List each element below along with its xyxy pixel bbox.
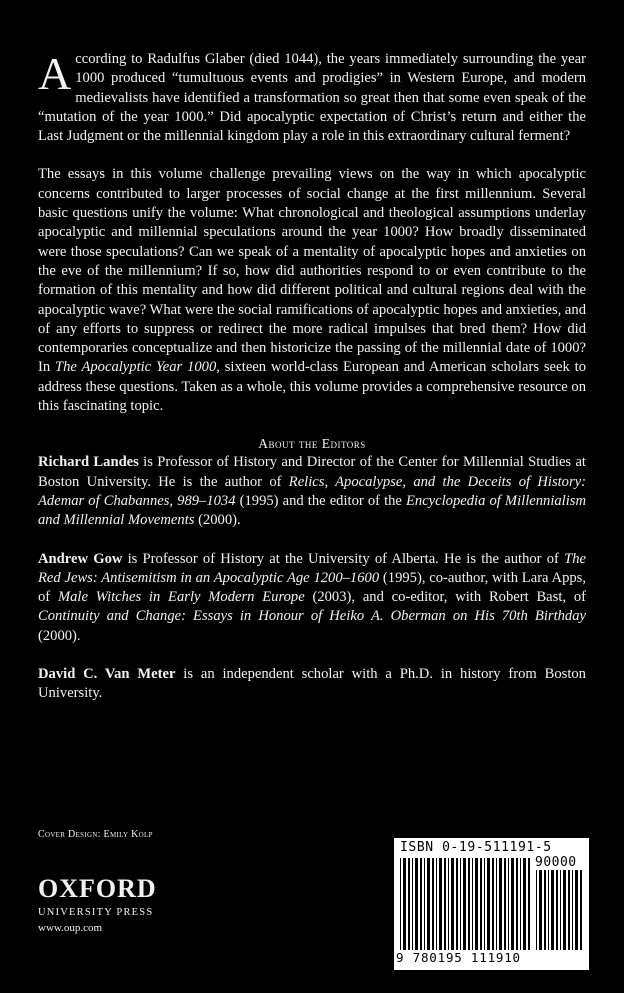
publisher-press: UNIVERSITY PRESS	[38, 907, 154, 918]
back-cover-text	[38, 50, 586, 704]
description-text-a: The essays in this volume challenge prevailing views on the way in which apocalyptic concerns contributed to larger processes of social change at the first millennium. Several basic questions unify the volume: What chronological and theological assumptions underlay apocalyptic and millennial speculations around the year 1000? How broadly disseminated were those speculations? Can we speak of a mentality of apocalyptic hopes and anxieties on the eve of the millennium? If so, how did authorities respond to or even contribute to the formation of this mentality and how did different political and cultural regions deal with the apocalyptic wave? What were the social ramifications of apocalyptic hopes and anxieties, and of any efforts to suppress or redirect the more radical impulses that bred them? How did contemporaries conceptualize and then historicize the passing of the millennial date of 1000? In	[38, 166, 586, 376]
ean-number: 9 780195 111910	[396, 950, 521, 965]
bio-book-title: Continuity and Change: Essays in Honour of Heiko A. Oberman on His 70th Birthday	[38, 608, 586, 625]
isbn-barcode	[394, 838, 589, 970]
bio-text: (2003), and co-editor, with Robert Bast, of	[304, 589, 586, 606]
publisher-url: www.oup.com	[38, 922, 103, 934]
bio-book-title: Male Witches in Early Modern Europe	[57, 589, 305, 606]
drop-cap: A	[38, 48, 72, 99]
book-title: The Apocalyptic Year 1000	[55, 359, 217, 376]
bio-text: (1995) and the editor of the	[235, 492, 406, 509]
bio-text: (2000).	[194, 512, 241, 529]
publisher-logo	[38, 876, 157, 920]
bio-book-title: The Red Jews: Antisemitism in an Apocalyptic Age 1200–1600	[38, 550, 586, 586]
cover-design-credit: Cover Design: Emily Kolp	[38, 829, 153, 840]
bio-text: is an independent scholar with a Ph.D. in history from Boston University.	[38, 666, 586, 702]
editor-name: David C. Van Meter	[38, 666, 176, 683]
editor-name: Richard Landes	[38, 454, 139, 471]
isbn-label: ISBN 0-19-511191-5	[400, 840, 552, 855]
addon-bars-icon	[536, 870, 584, 950]
editor-bio-landes	[38, 453, 586, 530]
barcode-addon-number: 90000	[535, 855, 577, 870]
bio-book-title: Encyclopedia of Millennialism and Millennial Movements	[38, 492, 587, 529]
intro-text: ccording to Radulfus Glaber (died 1044), the years immediately surrounding the year 1000 produced “tumultuous events and prodigies” in Western Europe, and modern medievalists have identified a transformation so great then that some even speak of the “mutation of the year 1000.” Did apocalyptic expectation of Christ’s return and either the Last Judgment or the millennial kingdom play a role in this extraordinary cultural ferment?	[38, 51, 586, 145]
bio-text: is Professor of History at the University of Alberta. He is the author of	[122, 550, 565, 567]
bio-text: (2000).	[38, 627, 81, 644]
editor-bio-gow	[38, 550, 586, 646]
intro-paragraph	[38, 50, 586, 146]
description-paragraph	[38, 165, 586, 416]
barcode-bars-icon	[400, 858, 530, 950]
bio-text: (1995), co-author, with Lara Apps, of	[38, 569, 586, 606]
bio-text: is Professor of History and Director of the Center for Millennial Studies at Boston University. He is the author of	[38, 454, 586, 490]
description-text-b: , sixteen world-class European and American scholars seek to address these questions. Taken as a whole, this volume provides a comprehensive resource on this fascinating topic.	[38, 359, 586, 415]
bio-book-title: Relics, Apocalypse, and the Deceits of History: Ademar of Chabannes, 989–1034	[38, 473, 586, 509]
about-editors-heading: About the Editors	[258, 436, 366, 452]
editor-name: Andrew Gow	[38, 550, 123, 567]
editor-bio-van-meter	[38, 665, 586, 704]
publisher-name: OXFORD	[38, 874, 157, 903]
